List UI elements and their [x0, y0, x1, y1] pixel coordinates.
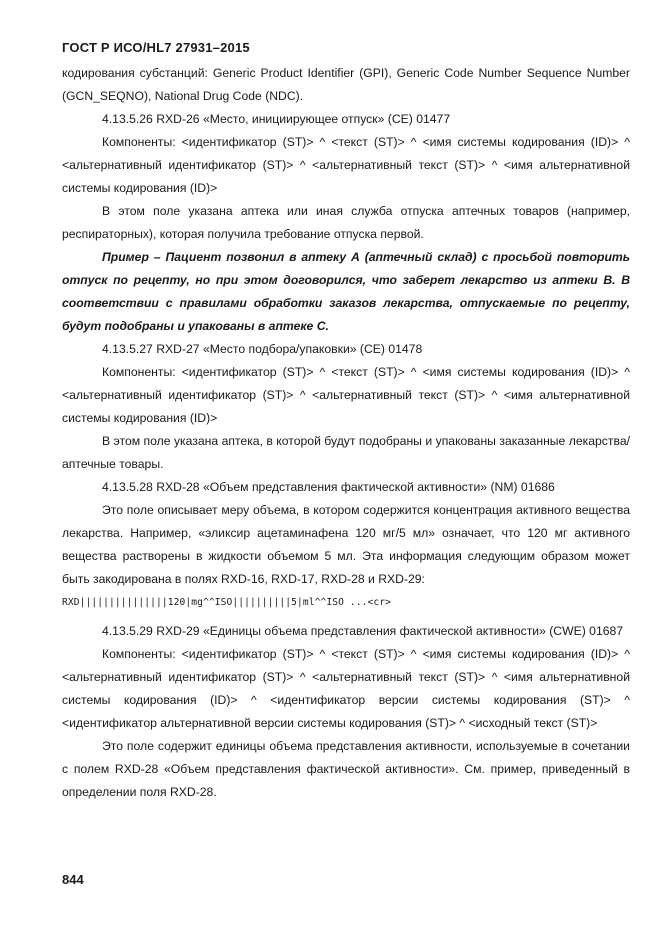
description-rxd-28: Это поле описывает меру объема, в котором содержится концентрация активного вещества лекарства. Например, «эликсир ацетаминафена 120 мг/5 мл» означает, что 120 мг активного вещества растворены в жидкости объемом 5 мл. Эта информация следующим образом может быть закодирована в полях RXD-16, RXD-17, RXD-28 и RXD-29:: [62, 503, 630, 586]
paragraph-substance-coding: кодирования субстанций: Generic Product Identifier (GPI), Generic Code Number Sequence Number (GCN_SEQNO), National Drug Code (NDC).: [62, 66, 630, 103]
page-body: [62, 62, 630, 804]
section-heading-rxd-26: 4.13.5.26 RXD-26 «Место, инициирующее отпуск» (CE) 01477: [102, 112, 451, 126]
section-heading-rxd-29: 4.13.5.29 RXD-29 «Единицы объема представления фактической активности» (CWE) 01687: [102, 624, 624, 638]
page-number: 844: [62, 872, 84, 887]
description-rxd-26: В этом поле указана аптека или иная служба отпуска аптечных товаров (например, респираторных), которая получила требование отпуска первой.: [62, 204, 630, 241]
components-rxd-26: Компоненты: <идентификатор (ST)> ^ <текст (ST)> ^ <имя системы кодирования (ID)> ^ <альтернативный идентификатор (ST)> ^ <альтернативный текст (ST)> ^ <имя альтернативной системы кодирования (ID)>: [62, 135, 630, 195]
description-rxd-27: В этом поле указана аптека, в которой будут подобраны и упакованы заказанные лекарства/аптечные товары.: [62, 434, 630, 471]
document-header: ГОСТ Р ИСО/HL7 27931–2015: [62, 40, 250, 55]
description-rxd-29: Это поле содержит единицы объема представления активности, используемые в сочетании с полем RXD-28 «Объем представления фактической активности». См. пример, приведенный в определении поля RXD-28.: [62, 739, 630, 799]
section-heading-rxd-27: 4.13.5.27 RXD-27 «Место подбора/упаковки» (CE) 01478: [102, 342, 423, 356]
components-rxd-27: Компоненты: <идентификатор (ST)> ^ <текст (ST)> ^ <имя системы кодирования (ID)> ^ <альтернативный идентификатор (ST)> ^ <альтернативный текст (ST)> ^ <имя альтернативной системы кодирования (ID)>: [62, 365, 630, 425]
components-rxd-29: Компоненты: <идентификатор (ST)> ^ <текст (ST)> ^ <имя системы кодирования (ID)> ^ <альтернативный идентификатор (ST)> ^ <альтернативный текст (ST)> ^ <имя альтернативной системы кодирования (ID)> ^ <идентификатор версии системы кодирования (ST)> ^ <идентификатор альтернативной версии системы кодирования (ST)> ^ <исходный текст (ST)>: [62, 647, 630, 730]
code-example: RXD|||||||||||||||120|mg^^ISO||||||||||5|ml^^ISO ...<cr>: [62, 597, 392, 608]
section-heading-rxd-28: 4.13.5.28 RXD-28 «Объем представления фактической активности» (NM) 01686: [102, 480, 555, 494]
example-rxd-26: Пример – Пациент позвонил в аптеку А (аптечный склад) с просьбой повторить отпуск по рецепту, но при этом договорился, что заберет лекарство из аптеки В. В соответствии с правилами обработки заказов лекарства, отпускаемые по рецепту, будут подобраны и упакованы в аптеке С.: [62, 250, 630, 333]
